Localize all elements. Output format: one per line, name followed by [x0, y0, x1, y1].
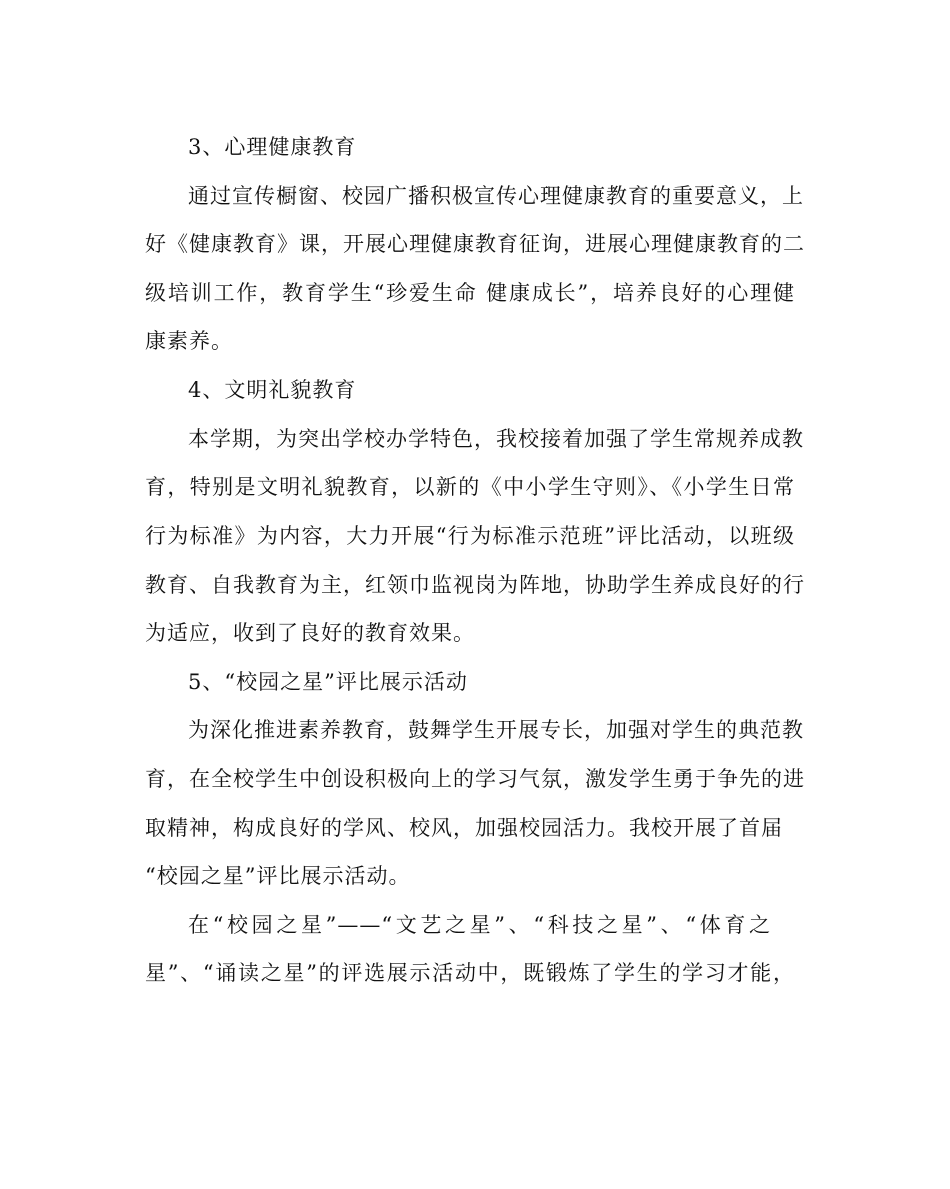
section-heading-campus-star: 5、“校园之星”评比展示活动 [188, 670, 468, 694]
paragraph-line: 在“校园之星”——“文艺之星”、“科技之星”、“体育之 [188, 913, 771, 937]
paragraph-line: 为深化推进素养教育，鼓舞学生开展专长，加强对学生的典范教 [188, 718, 804, 742]
paragraph-line: 级培训工作，教育学生“珍爱生命 健康成长”，培养良好的心理健 [145, 281, 795, 305]
paragraph-line: 通过宣传橱窗、校园广播积极宣传心理健康教育的重要意义，上 [188, 184, 804, 208]
paragraph-line: 本学期，为突出学校办学特色，我校接着加强了学生常规养成教 [188, 427, 804, 451]
paragraph-line: 教育、自我教育为主，红领巾监视岗为阵地，协助学生养成良好的行 [145, 573, 805, 597]
paragraph-line: 为适应，收到了良好的教育效果。 [145, 621, 475, 645]
section-heading-mental-health: 3、心理健康教育 [188, 135, 357, 159]
paragraph-line: 星”、“诵读之星”的评选展示活动中，既锻炼了学生的学习才能， [145, 961, 795, 985]
paragraph-line: 育，在全校学生中创设积极向上的学习气氛，激发学生勇于争先的进 [145, 767, 805, 791]
paragraph-line: 康素养。 [145, 329, 233, 353]
paragraph-line: 取精神，构成良好的学风、校风，加强校园活力。我校开展了首届 [145, 816, 783, 840]
section-heading-civility: 4、文明礼貌教育 [188, 378, 357, 402]
paragraph-line: “校园之星”评比展示活动。 [145, 864, 411, 888]
paragraph-line: 行为标准》为内容，大力开展“行为标准示范班”评比活动，以班级 [145, 524, 795, 548]
paragraph-line: 好《健康教育》课，开展心理健康教育征询，进展心理健康教育的二 [145, 232, 805, 256]
paragraph-line: 育，特别是文明礼貌教育，以新的《中小学生守则》、《小学生日常 [145, 475, 795, 499]
